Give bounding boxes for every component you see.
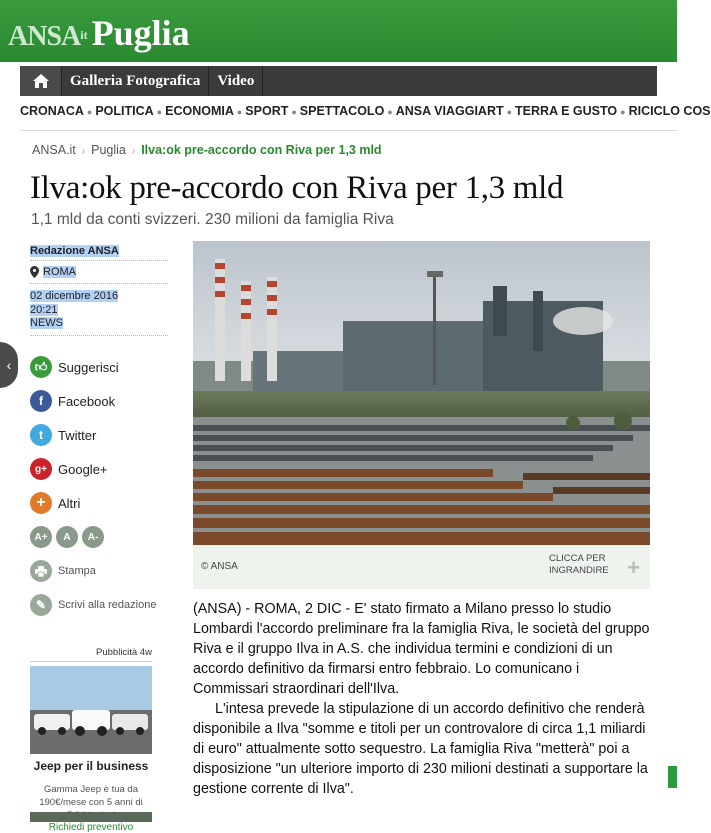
chevron-left-icon: ‹ <box>6 357 12 373</box>
article-paragraph: L'intesa prevede la stipulazione di un accordo definitivo che renderà disponibile a Ilva "somme e titoli per un controvalore di circa 1,1 miliardi di euro" attualmente sotto sequestro. La famiglia Riva "metterà" poi a disposizione "un ulteriore importo di 230 milioni destinati a supportare la gestione corrente di Ilva". <box>193 701 648 797</box>
article-photo[interactable] <box>193 241 650 545</box>
suggest-button[interactable] <box>30 350 168 384</box>
ad-label: Pubblicità 4w <box>30 644 152 662</box>
article-date: 02 dicembre 2016 <box>30 290 119 302</box>
facebook-share-button[interactable] <box>30 384 168 418</box>
advertisement[interactable] <box>30 644 152 833</box>
twitter-label: Twitter <box>58 427 97 443</box>
ad-link[interactable]: Richiedi preventivo <box>48 822 134 833</box>
section-cronaca[interactable]: CRONACA <box>20 104 84 118</box>
breadcrumb-home[interactable]: ANSA.it <box>32 143 76 157</box>
breadcrumb-current[interactable]: Ilva:ok pre-accordo con Riva per 1,3 mld <box>141 143 382 157</box>
section-sport[interactable]: SPORT <box>245 104 289 118</box>
side-tab[interactable] <box>668 766 677 788</box>
suggest-label: Suggerisci <box>58 359 119 375</box>
section-spettacolo[interactable]: SPETTACOLO <box>299 104 385 118</box>
photo-caption <box>193 545 650 589</box>
brand-name: ANSA <box>8 21 81 52</box>
breadcrumb: ANSA.it › Puglia › Ilva:ok pre-accordo con Riva per 1,3 mld <box>32 143 382 157</box>
print-label: Stampa <box>58 565 96 577</box>
googleplus-share-button[interactable] <box>30 452 168 486</box>
facebook-icon: f <box>30 390 52 412</box>
twitter-share-button[interactable] <box>30 418 168 452</box>
nav-video[interactable]: Video <box>209 66 263 96</box>
plus-icon[interactable]: + <box>627 555 640 580</box>
region-name: Puglia <box>91 13 190 53</box>
article-body <box>193 599 653 799</box>
article-category[interactable]: NEWS <box>30 317 63 329</box>
more-label: Altri <box>58 495 81 511</box>
plus-icon: + <box>30 492 52 514</box>
section-politica[interactable]: POLITICA <box>95 104 154 118</box>
site-logo[interactable] <box>8 12 190 54</box>
share-panel <box>30 350 168 622</box>
ad-text: Gamma Jeep è tua da 190€/mese con 5 anni di <box>39 784 143 808</box>
font-size-controls <box>30 520 168 554</box>
section-riciclo[interactable]: RICICLO COS <box>628 104 711 118</box>
article-paragraph: (ANSA) - ROMA, 2 DIC - E' stato firmato a Milano presso lo studio Lombardi l'accordo preliminare fra la famiglia Riva, le società del gruppo Riva e il gruppo Ilva in A.S. che individua termini e condizioni di un accordo definitivo da firmarsi entro febbraio. Lo comunicano i Commissari straordinari dell'Ilva. <box>193 601 650 697</box>
more-share-button[interactable] <box>30 486 168 520</box>
article-place: ROMA <box>43 266 76 278</box>
ad-title[interactable]: Jeep per il business <box>33 759 149 773</box>
home-icon <box>32 73 50 89</box>
divider <box>20 130 677 131</box>
edit-icon: ✎ <box>30 594 52 616</box>
section-viaggiart[interactable]: ANSA VIAGGIART <box>395 104 504 118</box>
ad-image[interactable] <box>30 666 152 754</box>
article-meta <box>30 242 168 336</box>
print-icon <box>30 560 52 582</box>
enlarge-line-2: INGRANDIRE <box>549 565 609 576</box>
page-subtitle: 1,1 mld da conti svizzeri. 230 milioni da famiglia Riva <box>31 211 394 228</box>
location-pin-icon <box>30 266 39 278</box>
section-economia[interactable]: ECONOMIA <box>165 104 234 118</box>
prev-article-button[interactable] <box>0 342 18 388</box>
enlarge-line-1: CLICCA PER <box>549 553 606 564</box>
photo-credit: © ANSA <box>201 561 238 572</box>
enlarge-photo-link[interactable] <box>549 553 609 577</box>
facebook-label: Facebook <box>58 393 116 409</box>
google-plus-icon: g+ <box>30 458 52 480</box>
thumbs-up-icon: 👍︎ <box>30 356 52 378</box>
font-reset-button[interactable]: A <box>56 526 78 548</box>
site-header <box>0 0 677 62</box>
main-nav <box>20 66 657 96</box>
home-button[interactable] <box>20 66 62 96</box>
section-menu: CRONACA ● POLITICA ● ECONOMIA ● SPORT ● SPETTACOLO ● ANSA VIAGGIART ● TERRA E GUSTO ● RICICLO COS <box>20 104 711 118</box>
font-increase-button[interactable]: A+ <box>30 526 52 548</box>
print-button[interactable] <box>30 554 168 588</box>
write-editor-button[interactable] <box>30 588 168 622</box>
page-title: Ilva:ok pre-accordo con Riva per 1,3 mld <box>30 170 564 206</box>
brand-suffix: it <box>80 27 88 42</box>
ad-image-2[interactable] <box>30 812 152 822</box>
author: Redazione ANSA <box>30 245 119 257</box>
twitter-icon: t <box>30 424 52 446</box>
nav-gallery[interactable]: Galleria Fotografica <box>62 66 209 96</box>
breadcrumb-region[interactable]: Puglia <box>91 143 126 157</box>
googleplus-label: Google+ <box>58 461 108 477</box>
article-time: 20:21 <box>30 304 58 316</box>
article-sidebar <box>30 242 168 622</box>
section-terra-e-gusto[interactable]: TERRA E GUSTO <box>515 104 618 118</box>
font-decrease-button[interactable]: A- <box>82 526 104 548</box>
chimney-1 <box>215 259 225 381</box>
write-label: Scrivi alla redazione <box>58 599 157 611</box>
